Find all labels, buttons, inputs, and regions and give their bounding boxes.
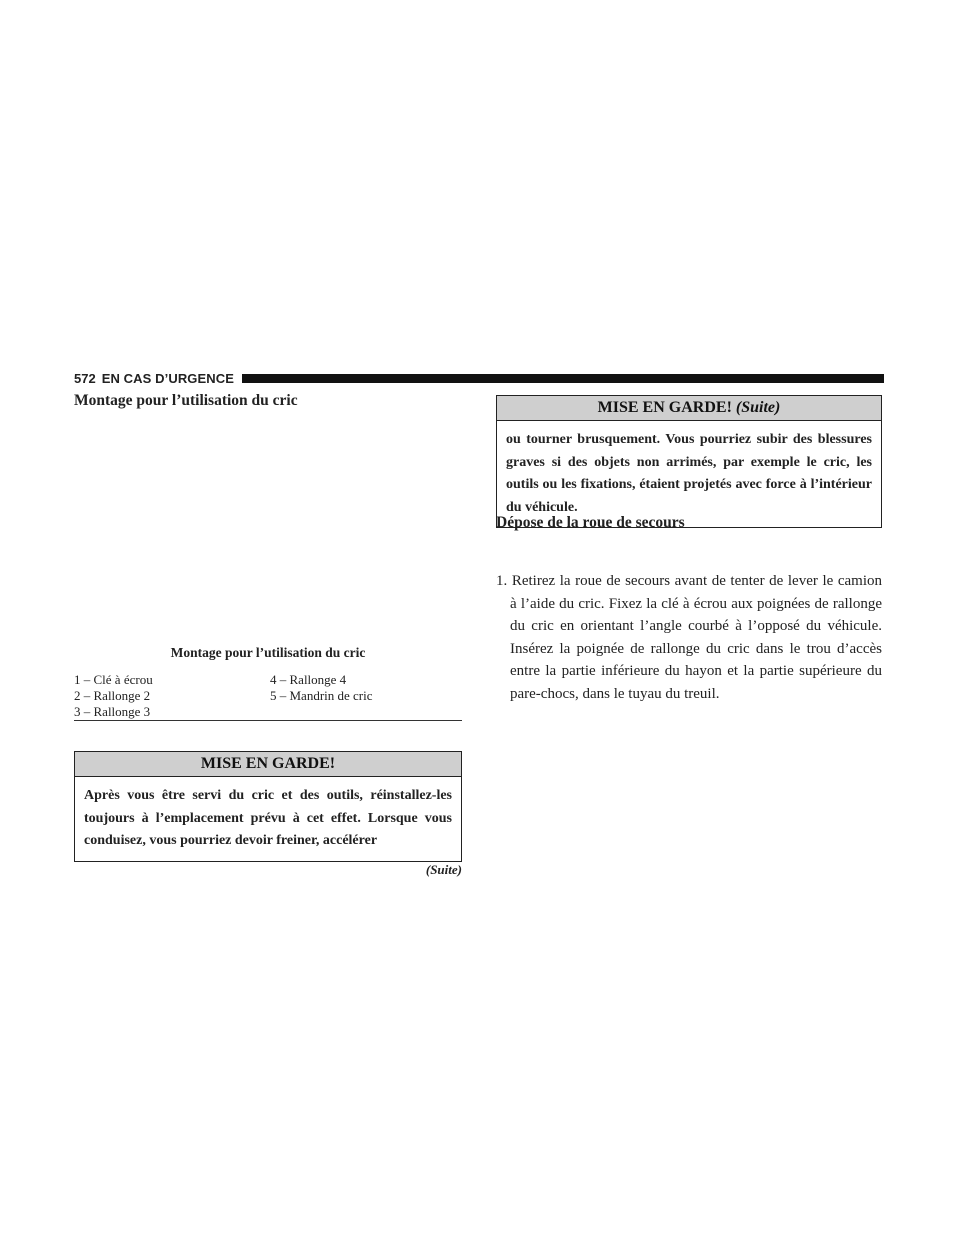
step-text: Retirez la roue de secours avant de tenter de lever le camion à l’aide du cric. Fixez la clé à écrou aux poignées de rallonge du cric en orientant l’angle courbé à l’opposé du véhicule. Insérez la poignée de rallonge du cric dans le trou d’accès entre la partie inférieure du hayon et la partie supérieure du pare-chocs, dans le tuyau du treuil. [510, 573, 882, 702]
figure-legend [74, 672, 462, 720]
step-1 [496, 570, 882, 705]
legend-item: 5 – Mandrin de cric [270, 688, 373, 703]
right-heading: Dépose de la roue de secours [496, 514, 685, 531]
continued-note: (Suite) [425, 862, 462, 877]
step-number: 1. [496, 573, 508, 589]
warning-body-continued: ou tourner brusquement. Vous pourriez subir des blessures graves si des objets non arrimés, par exemple le cric, les outils ou les fixations, étaient projetés avec force à l’intérieur du véhicule. [506, 432, 872, 515]
legend-item: 1 – Clé à écrou [74, 672, 153, 687]
left-heading: Montage pour l’utilisation du cric [74, 392, 298, 409]
header-rule [242, 374, 884, 383]
legend-rule [74, 720, 462, 721]
warning-title: MISE EN GARDE! [75, 752, 461, 777]
warning-body: Après vous être servi du cric et des outils, réinstallez-les toujours à l’emplacement prévu à cet effet. Lorsque vous conduisez, vous pourriez devoir freiner, accélérer [84, 788, 452, 848]
section-title: EN CAS D’URGENCE [101, 370, 235, 386]
warning-box [74, 751, 462, 862]
warning-box-continued [496, 395, 882, 528]
legend-item: 2 – Rallonge 2 [74, 688, 151, 703]
page-header [74, 369, 884, 387]
legend-item: 4 – Rallonge 4 [270, 672, 347, 687]
legend-item: 3 – Rallonge 3 [74, 704, 151, 719]
warning-title-text: MISE EN GARDE! [597, 399, 732, 416]
figure-caption: Montage pour l’utilisation du cric [170, 645, 366, 660]
page-number: 572 [74, 370, 96, 386]
warning-title-continued [497, 396, 881, 421]
warning-title-suffix: (Suite) [735, 399, 781, 416]
